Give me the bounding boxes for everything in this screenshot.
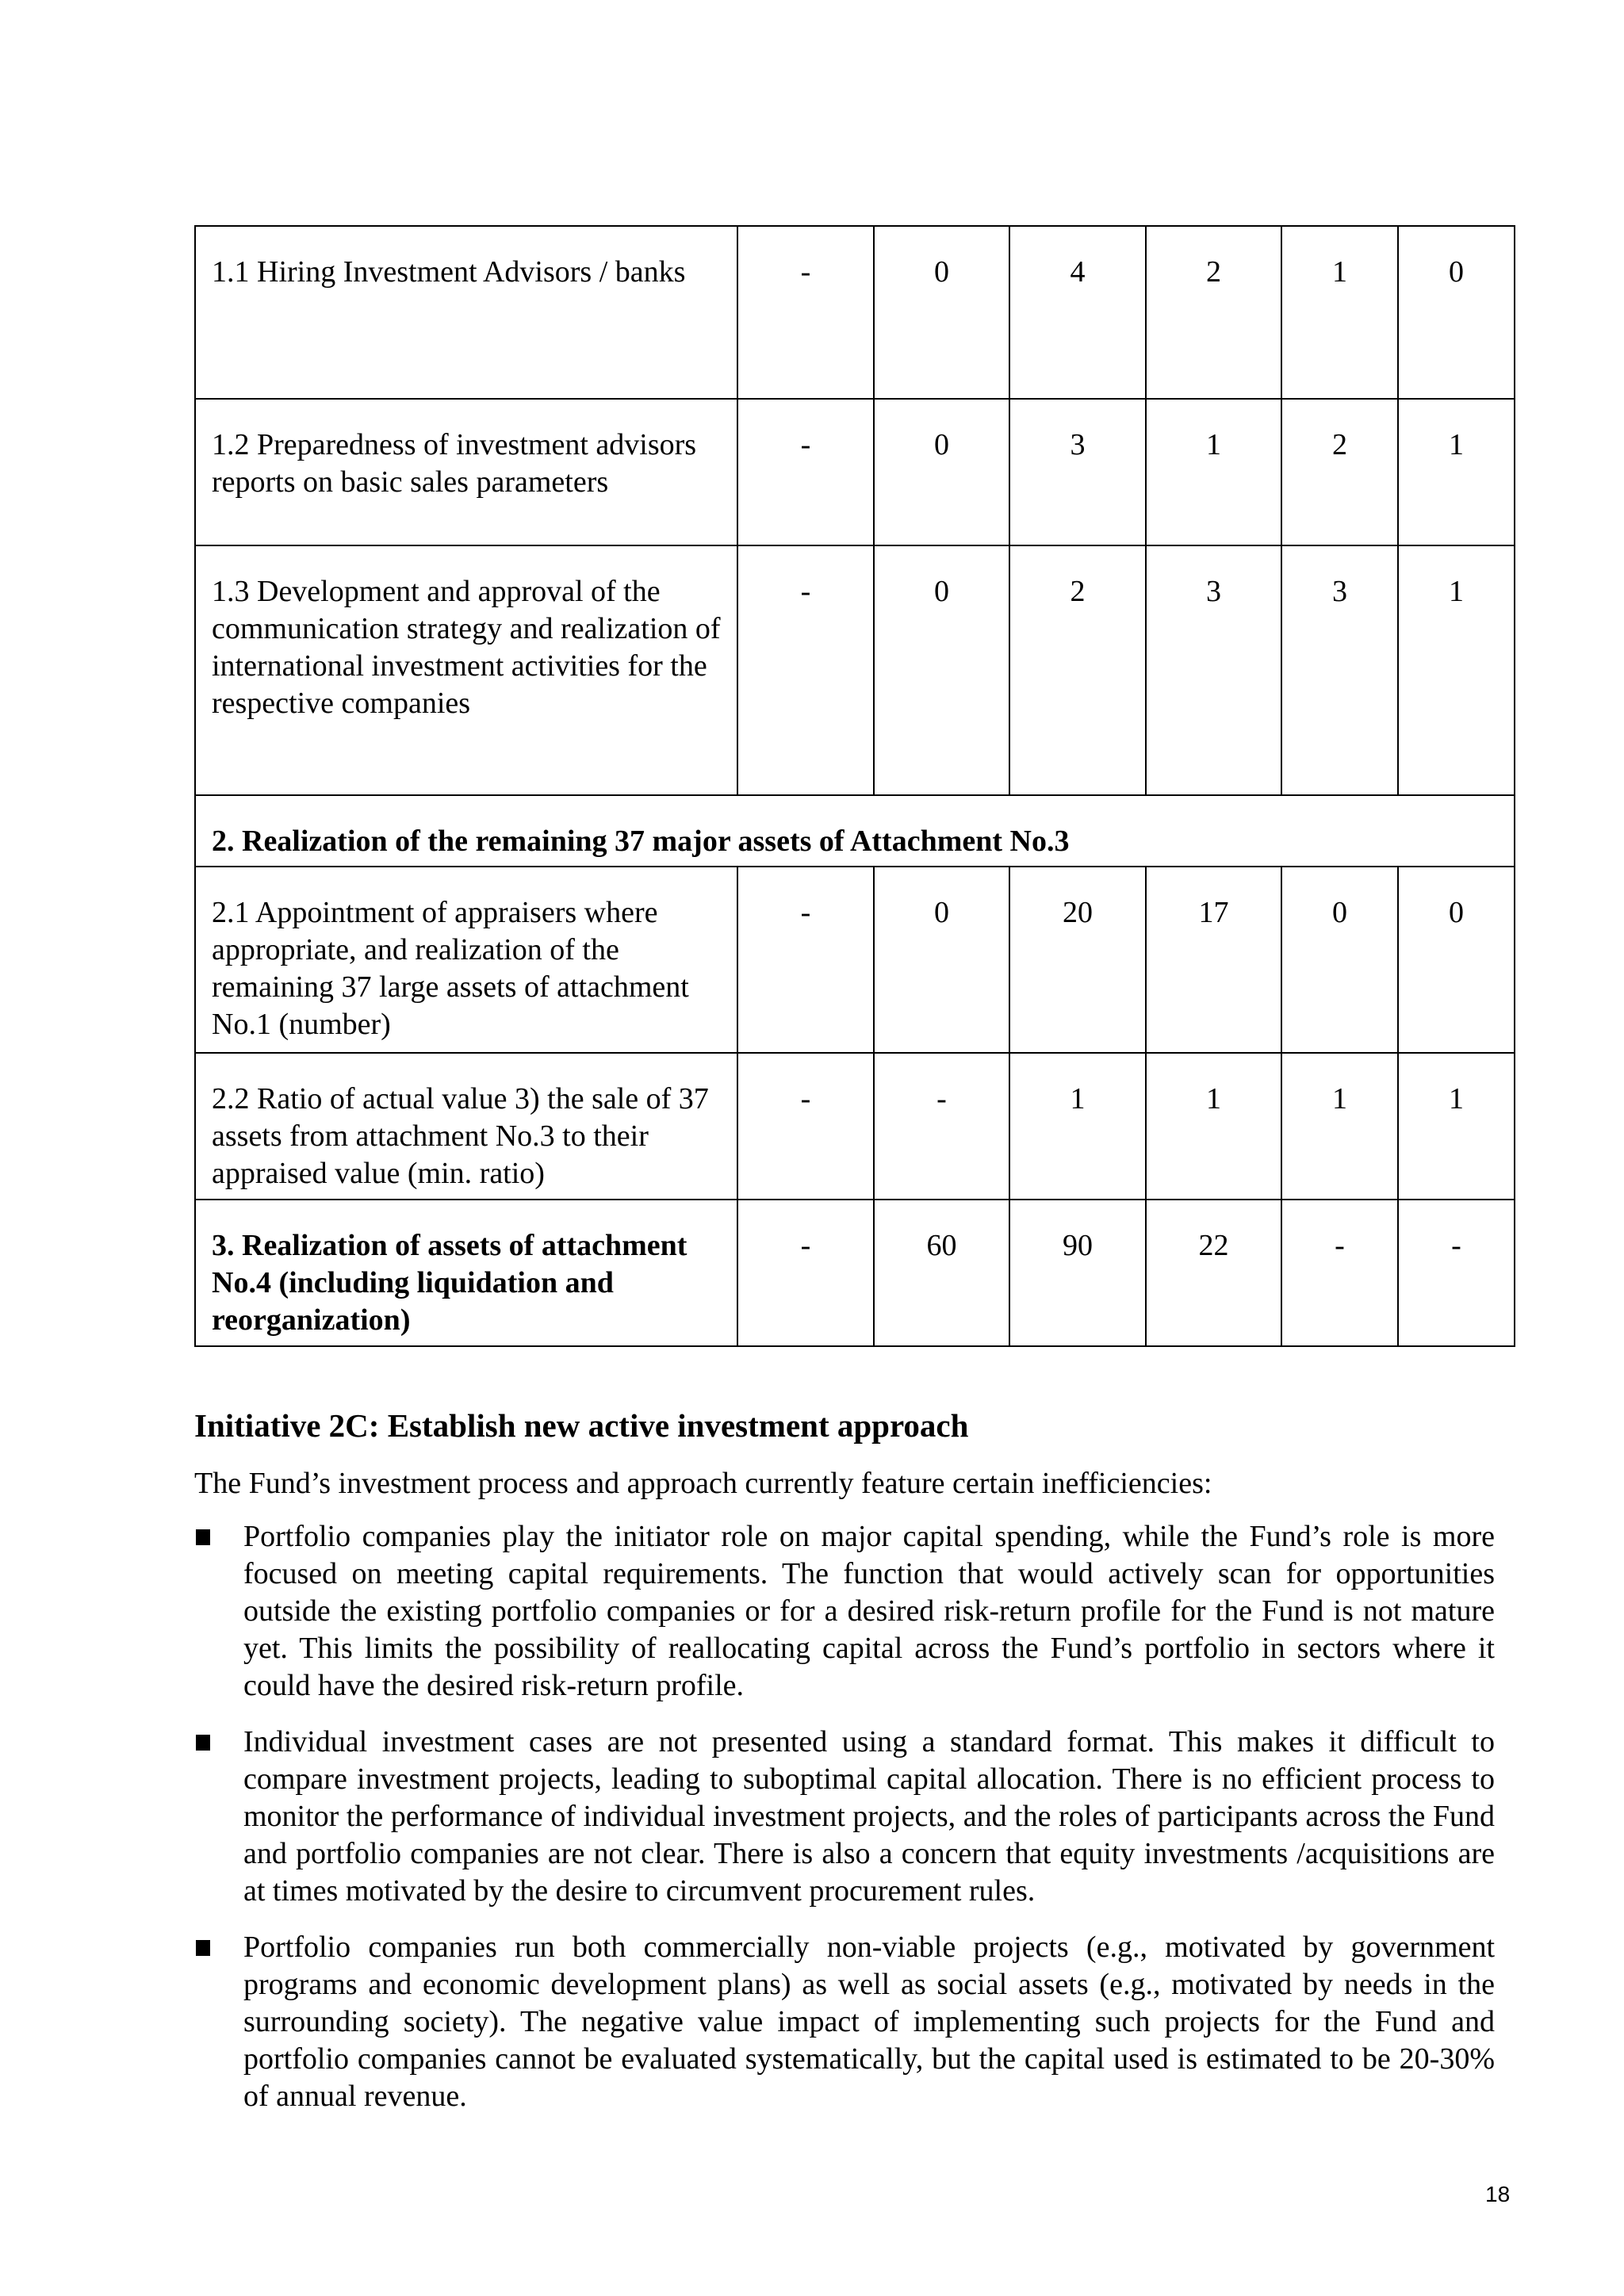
table-row — [195, 545, 1515, 795]
value-cell: 0 — [1398, 226, 1515, 399]
bullet-item — [194, 1724, 1495, 1910]
bullet-text: Individual investment cases are not presented using a standard format. This makes it difficult to compare investment projects, leading to suboptimal capital allocation. There is no efficient process to monitor the performance of individual investment projects, and the roles of participants across the Fund and portfolio companies are not clear. There is also a concern that equity investments /acquisitions are at times motivated by the desire to circumvent procurement rules. — [243, 1725, 1495, 1908]
bullet-text: Portfolio companies run both commercially non-viable projects (e.g., motivated by government programs and economic development plans) as well as social assets (e.g., motivated by needs in the surrounding society). The negative value impact of implementing such projects for the Fund and portfolio companies cannot be evaluated systematically, but the capital used is estimated to be 20-30% of annual revenue. — [243, 1931, 1495, 2113]
value-cell: 0 — [874, 545, 1009, 795]
square-bullet-icon — [196, 1940, 210, 1956]
bullet-item — [194, 1929, 1495, 2115]
value-cell: - — [737, 545, 874, 795]
value-cell: 0 — [1398, 867, 1515, 1053]
value-cell: - — [1398, 1200, 1515, 1346]
value-cell: 0 — [874, 867, 1009, 1053]
value-cell: 2 — [1009, 545, 1146, 795]
value-cell: 60 — [874, 1200, 1009, 1346]
value-cell: - — [737, 1053, 874, 1200]
table-row — [195, 1053, 1515, 1200]
section-title-cell: 2. Realization of the remaining 37 major assets of Attachment No.3 — [195, 795, 1515, 867]
section-heading: Initiative 2C: Establish new active investment approach — [194, 1407, 969, 1444]
row-label-cell: 1.2 Preparedness of investment advisors reports on basic sales parameters — [195, 399, 737, 545]
table-row — [195, 1200, 1515, 1346]
value-cell: 1 — [1146, 1053, 1281, 1200]
value-cell: 17 — [1146, 867, 1281, 1053]
value-cell: 1 — [1398, 545, 1515, 795]
table-section-row — [195, 795, 1515, 867]
value-cell: 22 — [1146, 1200, 1281, 1346]
value-cell: 3 — [1146, 545, 1281, 795]
row-label-cell: 1.3 Development and approval of the communication strategy and realization of international investment activities for the respective companies — [195, 545, 737, 795]
square-bullet-icon — [196, 1735, 210, 1751]
bullet-text: Portfolio companies play the initiator role on major capital spending, while the Fund’s role is more focused on meeting capital requirements. The function that would actively scan for opportunities outside the existing portfolio companies or for a desired risk-return profile for the Fund is not mature yet. This limits the possibility of reallocating capital across the Fund’s portfolio in sectors where it could have the desired risk-return profile. — [243, 1520, 1495, 1702]
value-cell: 1 — [1281, 226, 1398, 399]
value-cell: 1 — [1009, 1053, 1146, 1200]
value-cell: - — [1281, 1200, 1398, 1346]
value-cell: 0 — [874, 399, 1009, 545]
value-cell: - — [737, 867, 874, 1053]
value-cell: 1 — [1398, 1053, 1515, 1200]
row-label-cell: 2.2 Ratio of actual value 3) the sale of 37 assets from attachment No.3 to their appraised value (min. ratio) — [195, 1053, 737, 1200]
row-label-cell: 1.1 Hiring Investment Advisors / banks — [195, 226, 737, 399]
value-cell: 3 — [1009, 399, 1146, 545]
square-bullet-icon — [196, 1529, 210, 1545]
value-cell: - — [737, 226, 874, 399]
bullet-item — [194, 1518, 1495, 1705]
value-cell: 90 — [1009, 1200, 1146, 1346]
row-label-cell: 2.1 Appointment of appraisers where appropriate, and realization of the remaining 37 large assets of attachment No.1 (number) — [195, 867, 737, 1053]
table-row — [195, 867, 1515, 1053]
page-number: 18 — [1485, 2182, 1511, 2206]
table-row — [195, 399, 1515, 545]
table-row — [195, 226, 1515, 399]
value-cell: - — [737, 1200, 874, 1346]
value-cell: 20 — [1009, 867, 1146, 1053]
value-cell: 1 — [1281, 1053, 1398, 1200]
value-cell: 2 — [1146, 226, 1281, 399]
row-label-cell: 3. Realization of assets of attachment No.4 (including liquidation and reorganization) — [195, 1200, 737, 1346]
value-cell: 4 — [1009, 226, 1146, 399]
value-cell: 1 — [1398, 399, 1515, 545]
value-cell: - — [737, 399, 874, 545]
value-cell: - — [874, 1053, 1009, 1200]
value-cell: 3 — [1281, 545, 1398, 795]
value-cell: 1 — [1146, 399, 1281, 545]
bullet-list — [194, 1518, 1495, 2134]
intro-paragraph: The Fund’s investment process and approach currently feature certain inefficiencies: — [194, 1467, 1212, 1500]
kpi-table — [194, 225, 1515, 1347]
value-cell: 0 — [874, 226, 1009, 399]
kpi-table-body — [195, 226, 1515, 1346]
value-cell: 0 — [1281, 867, 1398, 1053]
value-cell: 2 — [1281, 399, 1398, 545]
